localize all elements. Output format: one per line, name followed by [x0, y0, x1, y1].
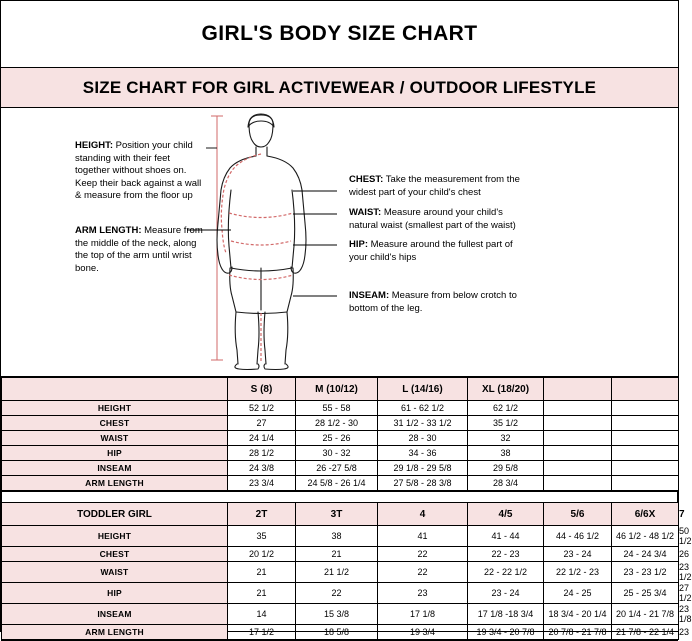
girl-hip-m: 30 - 32	[296, 446, 378, 461]
girl-col-blank-1	[544, 378, 612, 401]
girl-row-label-arm-length: ARM LENGTH	[2, 476, 228, 491]
toddler-chest-4: 22	[378, 547, 468, 562]
toddler-row-label-arm-length: ARM LENGTH	[2, 625, 228, 640]
girl-hip-s: 28 1/2	[228, 446, 296, 461]
girl-col-xl: XL (18/20)	[468, 378, 544, 401]
girl-chest-blank-2	[612, 416, 679, 431]
note-height-label: HEIGHT:	[75, 140, 113, 151]
girl-chest-m: 28 1/2 - 30	[296, 416, 378, 431]
toddler-inseam-4-5: 17 1/8 -18 3/4	[468, 604, 544, 625]
girl-inseam-l: 29 1/8 - 29 5/8	[378, 461, 468, 476]
toddler-waist-4-5: 22 - 22 1/2	[468, 562, 544, 583]
note-chest-text: Take the measurement from the widest part of your child's chest	[349, 174, 520, 198]
girl-table-header-row	[2, 378, 679, 401]
table-row	[2, 416, 679, 431]
toddler-size-table	[1, 502, 692, 640]
girl-row-label-height: HEIGHT	[2, 401, 228, 416]
girl-waist-l: 28 - 30	[378, 431, 468, 446]
girl-hip-blank-2	[612, 446, 679, 461]
toddler-arm-5-6: 20 7/8 - 21 7/8	[544, 625, 612, 640]
girl-inseam-m: 26 -27 5/8	[296, 461, 378, 476]
toddler-arm-6-6x: 21 7/8 - 22 1/4	[612, 625, 679, 640]
toddler-col-2t: 2T	[228, 503, 296, 526]
table-row: CHEST 20 1/2 21 22 22 - 23 23 - 24 24 - 24 3/4 26	[2, 547, 679, 562]
toddler-hip-5-6: 24 - 25	[544, 583, 612, 604]
note-arm-length-label: ARM LENGTH:	[75, 225, 142, 236]
girl-waist-m: 25 - 26	[296, 431, 378, 446]
girl-col-l: L (14/16)	[378, 378, 468, 401]
toddler-inseam-4: 17 1/8	[378, 604, 468, 625]
toddler-col-4: 4	[378, 503, 468, 526]
toddler-height-2t: 35	[228, 526, 296, 547]
girl-chest-l: 31 1/2 - 33 1/2	[378, 416, 468, 431]
toddler-col-6-6x: 6/6X	[612, 503, 679, 526]
toddler-hip-6-6x: 25 - 25 3/4	[612, 583, 679, 604]
girl-height-s: 52 1/2	[228, 401, 296, 416]
toddler-col-4-5: 4/5	[468, 503, 544, 526]
toddler-waist-4: 22	[378, 562, 468, 583]
toddler-waist-6-6x: 23 - 23 1/2	[612, 562, 679, 583]
toddler-row-label-height: HEIGHT	[2, 526, 228, 547]
girl-arm-blank-1	[544, 476, 612, 491]
girl-row-label-inseam: INSEAM	[2, 461, 228, 476]
note-arm-length-text: Measure from the middle of the neck, along the top of the arm until wrist bone.	[75, 225, 203, 274]
girl-inseam-blank-2	[612, 461, 679, 476]
toddler-col-5-6: 5/6	[544, 503, 612, 526]
note-waist-label: WAIST:	[349, 207, 382, 218]
girl-waist-blank-1	[544, 431, 612, 446]
toddler-arm-2t: 17 1/2	[228, 625, 296, 640]
toddler-height-4: 41	[378, 526, 468, 547]
toddler-waist-5-6: 22 1/2 - 23	[544, 562, 612, 583]
note-hip-label: HIP:	[349, 239, 368, 250]
girl-size-table-wrap	[1, 377, 678, 492]
page-title: GIRL'S BODY SIZE CHART	[201, 22, 478, 45]
toddler-waist-2t: 21	[228, 562, 296, 583]
toddler-inseam-5-6: 18 3/4 - 20 1/4	[544, 604, 612, 625]
girl-inseam-xl: 29 5/8	[468, 461, 544, 476]
note-hip-text: Measure around the fullest part of your child's hips	[349, 239, 513, 263]
girl-inseam-s: 24 3/8	[228, 461, 296, 476]
girl-row-label-waist: WAIST	[2, 431, 228, 446]
note-inseam-label: INSEAM:	[349, 290, 390, 301]
girl-col-s: S (8)	[228, 378, 296, 401]
toddler-height-6-6x: 46 1/2 - 48 1/2	[612, 526, 679, 547]
note-waist-text: Measure around your child's natural waist (smallest part of the waist)	[349, 207, 516, 231]
toddler-row-label-inseam: INSEAM	[2, 604, 228, 625]
table-gap	[1, 492, 678, 502]
toddler-waist-3t: 21 1/2	[296, 562, 378, 583]
girl-chest-blank-1	[544, 416, 612, 431]
girl-table-corner	[2, 378, 228, 401]
note-chest-label: CHEST:	[349, 174, 384, 185]
note-waist	[349, 207, 534, 232]
toddler-table-corner: TODDLER GIRL	[2, 503, 228, 526]
toddler-hip-4: 23	[378, 583, 468, 604]
toddler-chest-3t: 21	[296, 547, 378, 562]
toddler-row-label-hip: HIP	[2, 583, 228, 604]
toddler-col-3t: 3T	[296, 503, 378, 526]
toddler-height-4-5: 41 - 44	[468, 526, 544, 547]
note-hip	[349, 239, 524, 264]
toddler-chest-5-6: 23 - 24	[544, 547, 612, 562]
toddler-arm-3t: 18 5/8	[296, 625, 378, 640]
toddler-chest-2t: 20 1/2	[228, 547, 296, 562]
girl-hip-l: 34 - 36	[378, 446, 468, 461]
girl-size-table	[1, 377, 679, 491]
girl-chest-xl: 35 1/2	[468, 416, 544, 431]
toddler-inseam-6-6x: 20 1/4 - 21 7/8	[612, 604, 679, 625]
toddler-arm-4: 19 3/4	[378, 625, 468, 640]
toddler-height-3t: 38	[296, 526, 378, 547]
girl-arm-blank-2	[612, 476, 679, 491]
girl-hip-xl: 38	[468, 446, 544, 461]
toddler-table-header-row: TODDLER GIRL 2T 3T 4 4/5 5/6 6/6X 7	[2, 503, 679, 526]
table-row	[2, 476, 679, 491]
note-chest	[349, 174, 521, 199]
note-inseam-text: Measure from below crotch to bottom of the leg.	[349, 290, 517, 314]
girl-chest-s: 27	[228, 416, 296, 431]
measurement-diagram	[1, 108, 678, 377]
table-row: HEIGHT 35 38 41 41 - 44 44 - 46 1/2 46 1/2 - 48 1/2 50 1/2	[2, 526, 679, 547]
girl-waist-s: 24 1/4	[228, 431, 296, 446]
toddler-size-table-wrap	[1, 502, 692, 641]
table-row	[2, 446, 679, 461]
girl-height-blank-1	[544, 401, 612, 416]
note-arm-length	[75, 225, 203, 275]
girl-hip-blank-1	[544, 446, 612, 461]
table-row: HIP 21 22 23 23 - 24 24 - 25 25 - 25 3/4 27 1/2	[2, 583, 679, 604]
toddler-inseam-3t: 15 3/8	[296, 604, 378, 625]
girl-arm-m: 24 5/8 - 26 1/4	[296, 476, 378, 491]
note-height	[75, 140, 205, 203]
toddler-hip-4-5: 23 - 24	[468, 583, 544, 604]
girl-row-label-hip: HIP	[2, 446, 228, 461]
toddler-inseam-2t: 14	[228, 604, 296, 625]
note-inseam	[349, 290, 519, 315]
toddler-chest-6-6x: 24 - 24 3/4	[612, 547, 679, 562]
toddler-hip-2t: 21	[228, 583, 296, 604]
girl-col-m: M (10/12)	[296, 378, 378, 401]
table-row	[2, 431, 679, 446]
subtitle-bar	[1, 68, 678, 108]
toddler-arm-4-5: 19 3/4 - 20 7/8	[468, 625, 544, 640]
table-row: INSEAM 14 15 3/8 17 1/8 17 1/8 -18 3/4 18 3/4 - 20 1/4 20 1/4 - 21 7/8 23 1/8	[2, 604, 679, 625]
table-row	[2, 461, 679, 476]
toddler-hip-3t: 22	[296, 583, 378, 604]
table-row: WAIST 21 21 1/2 22 22 - 22 1/2 22 1/2 - 23 23 - 23 1/2 23 1/2	[2, 562, 679, 583]
girl-row-label-chest: CHEST	[2, 416, 228, 431]
table-row	[2, 401, 679, 416]
girl-height-m: 55 - 58	[296, 401, 378, 416]
girl-arm-s: 23 3/4	[228, 476, 296, 491]
girl-col-blank-2	[612, 378, 679, 401]
girl-arm-xl: 28 3/4	[468, 476, 544, 491]
toddler-chest-4-5: 22 - 23	[468, 547, 544, 562]
toddler-row-label-chest: CHEST	[2, 547, 228, 562]
title-bar	[1, 1, 678, 68]
toddler-row-label-waist: WAIST	[2, 562, 228, 583]
girl-height-l: 61 - 62 1/2	[378, 401, 468, 416]
girl-inseam-blank-1	[544, 461, 612, 476]
girl-waist-blank-2	[612, 431, 679, 446]
table-row: ARM LENGTH 17 1/2 18 5/8 19 3/4 19 3/4 - 20 7/8 20 7/8 - 21 7/8 21 7/8 - 22 1/4 23	[2, 625, 679, 640]
page-subtitle: SIZE CHART FOR GIRL ACTIVEWEAR / OUTDOOR LIFESTYLE	[82, 77, 597, 97]
toddler-height-5-6: 44 - 46 1/2	[544, 526, 612, 547]
girl-height-blank-2	[612, 401, 679, 416]
girl-arm-l: 27 5/8 - 28 3/8	[378, 476, 468, 491]
girl-height-xl: 62 1/2	[468, 401, 544, 416]
note-height-text: Position your child standing with their feet together without shoes on. Keep their back against a wall & measure from the floor up	[75, 140, 202, 202]
girl-waist-xl: 32	[468, 431, 544, 446]
